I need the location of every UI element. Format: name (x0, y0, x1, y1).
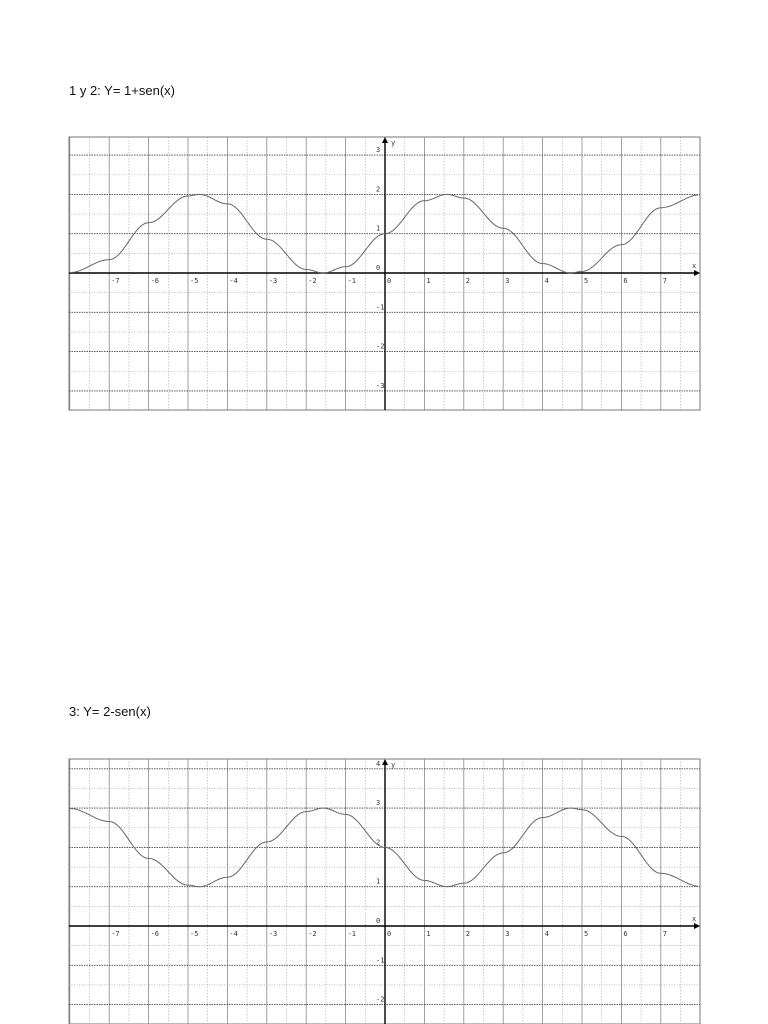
y-axis-label: y (391, 761, 396, 769)
x-axis-label: x (692, 262, 697, 270)
y-axis-label: y (391, 139, 396, 147)
chart-1-heading: 1 y 2: Y= 1+sen(x) (69, 83, 175, 98)
x-tick-label: 7 (662, 277, 668, 285)
x-tick-label: 1 (426, 277, 431, 285)
chart-2-heading: 3: Y= 2-sen(x) (69, 704, 151, 719)
y-tick-label: -1 (376, 956, 385, 965)
x-axis-arrow (694, 923, 700, 929)
x-tick-label: -6 (150, 277, 160, 285)
x-tick-label: -4 (229, 277, 238, 285)
y-tick-label: -3 (376, 381, 385, 390)
y-tick-label: 4 (376, 759, 381, 768)
y-tick-label: 2 (376, 838, 381, 847)
x-tick-label: 2 (465, 277, 471, 285)
x-tick-label: -5 (190, 277, 199, 285)
y-axis-arrow (382, 759, 388, 765)
y-tick-label: 1 (376, 224, 381, 233)
y-tick-label: 1 (376, 877, 381, 886)
x-tick-label: -5 (190, 930, 199, 938)
x-tick-label: -2 (308, 930, 317, 938)
x-tick-label: 0 (387, 277, 392, 285)
x-tick-label: -2 (308, 277, 317, 285)
x-tick-label: -7 (111, 277, 120, 285)
x-tick-label: 5 (584, 277, 589, 285)
y-tick-label: 2 (376, 185, 381, 194)
x-tick-label: 6 (623, 277, 628, 285)
x-tick-label: 2 (465, 930, 471, 938)
y-tick-label: 0 (376, 264, 381, 272)
x-tick-label: 4 (544, 930, 549, 938)
x-tick-label: -1 (347, 277, 357, 285)
x-axis-label: x (692, 915, 697, 923)
x-tick-label: 4 (544, 277, 549, 285)
x-tick-label: 6 (623, 930, 628, 938)
y-tick-label: -2 (376, 995, 385, 1004)
x-tick-label: -3 (268, 277, 278, 285)
y-tick-label: -1 (376, 303, 385, 312)
x-tick-label: 5 (584, 930, 589, 938)
chart-2-group (69, 759, 700, 1024)
x-tick-label: 7 (662, 930, 668, 938)
x-tick-label: -7 (111, 930, 120, 938)
x-tick-label: 3 (505, 930, 510, 938)
x-tick-label: -4 (229, 930, 238, 938)
x-tick-label: -3 (268, 930, 278, 938)
x-tick-label: -1 (347, 930, 357, 938)
x-tick-label: 0 (387, 930, 392, 938)
y-tick-label: 3 (376, 146, 381, 155)
y-tick-label: 0 (376, 917, 381, 925)
x-tick-label: -6 (150, 930, 160, 938)
y-tick-label: -2 (376, 342, 385, 351)
x-tick-label: 1 (426, 930, 431, 938)
y-tick-label: 3 (376, 799, 381, 808)
x-tick-label: 3 (505, 277, 510, 285)
